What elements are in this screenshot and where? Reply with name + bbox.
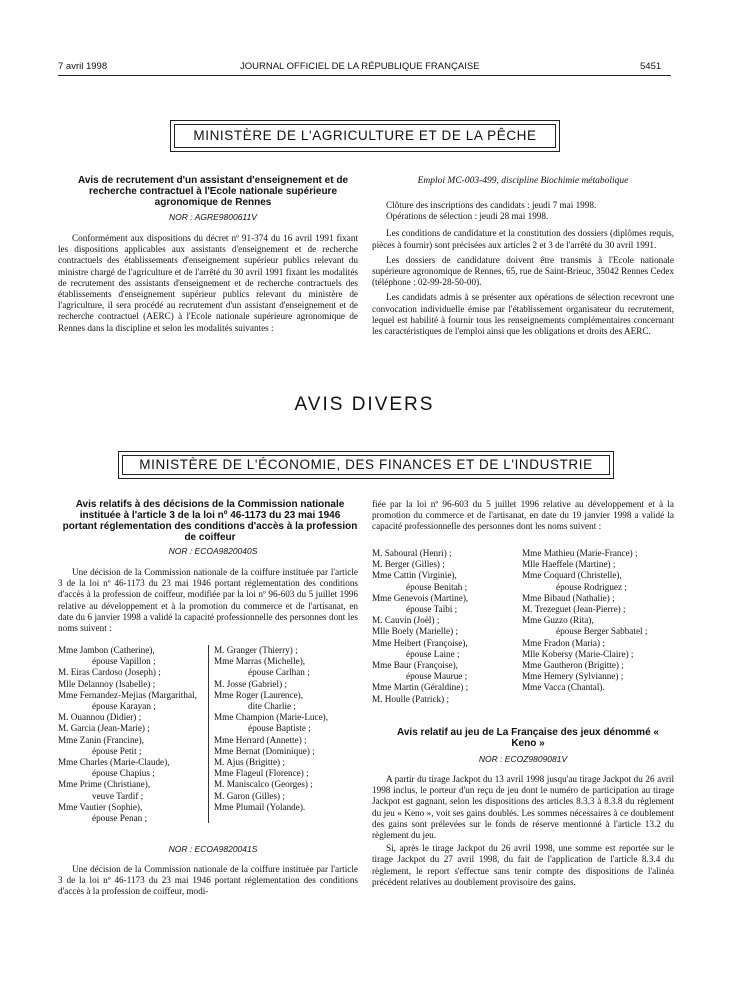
- name-entry: M. Ouannou (Didier) ;: [58, 712, 142, 723]
- notice-coiffure-text-1: Une décision de la Commission nationale de la coiffure instituée par l'article 3 de la loi nº 46-1173 du 23 mai 1946 portant réglementation des conditions d'accès à la profession de coiffeur, modifiée par la loi nº 96-603 du 5 juillet 1996 relative au développement et à la promotion du commerce et de l'artisanat, en date du 6 janvier 1998 a validé la capacité professionnelle des personnes dont les noms suivent :: [58, 567, 358, 634]
- name-entry: Mme Cattin (Virginie), épouse Benitah ;: [372, 570, 468, 592]
- name-entry: M. Saboural (Henri) ;: [372, 548, 452, 558]
- name-entry: Mme Fradon (Maria) ;: [522, 637, 605, 648]
- name-entry: Mme Fernandez-Mejias (Margarithal, épouse Karayan ;: [58, 689, 197, 712]
- name-entry: Mme Vautier (Sophie), épouse Penan ;: [58, 801, 148, 824]
- name-entry: Mme Bernat (Dominique) ;: [214, 745, 315, 756]
- ministry-economie-title: MINISTÈRE DE L'ÉCONOMIE, DES FINANCES ET DE L'INDUSTRIE: [139, 457, 593, 472]
- name-entry: Mme Baur (Françoise), épouse Maurue ;: [372, 660, 468, 682]
- header-rule: [58, 75, 671, 76]
- list-divider: [208, 645, 209, 823]
- name-entry: Mme Heibert (Françoise), épouse Laine ;: [372, 637, 468, 659]
- notice-aerc-nor: NOR : AGRE9800611V: [169, 212, 257, 222]
- section-avis-divers: AVIS DIVERS: [294, 394, 435, 415]
- names-list-2b: [522, 548, 674, 694]
- name-entry: Mme Charles (Marie-Claude), épouse Chapius ;: [58, 757, 170, 779]
- notice-aerc-dossiers: Les dossiers de candidature doivent être transmis à l'Ecole nationale supérieure agronomique de Rennes, 65, rue de Saint-Brieuc, 35042 Rennes Cedex (téléphone : 02-99-28-50-00).: [372, 254, 674, 288]
- name-entry: Mme Mathieu (Marie-France) ;: [522, 548, 638, 558]
- notice-keno-text-1: A partir du tirage Jackpot du 13 avril 1998 jusqu'au tirage Jackpot du 26 avril 1998 inclus, le porteur d'un reçu de jeu dont le numéro de participation au tirage Jackpot est gagnant, selon les dispositions des articles 8.3.3 à 8.3.8 du règlement du jeu « Keno », voit ses gains doublés. Les sommes nécessaires à ce doublement des gains sont prélevées sur le fonds de réserve mentionné à l'article 13.2 du règlement du jeu.: [372, 774, 674, 841]
- name-entry: M. Josse (Gabriel) ;: [214, 678, 287, 689]
- header-page: 5451: [640, 61, 662, 72]
- ministry-agriculture-box: [170, 120, 560, 152]
- names-list-1a: [58, 645, 208, 824]
- notice-coiffure-nor-1: NOR : ECOA9820040S: [168, 546, 258, 556]
- name-entry: Mme Champion (Marie-Luce), épouse Baptiste ;: [214, 712, 329, 734]
- notice-coiffure-nor-2: NOR : ECOA9820041S: [168, 844, 258, 854]
- notice-aerc-cloture: Clôture des inscriptions des candidats : jeudi 7 mai 1998.: [386, 200, 597, 210]
- name-entry: M. Trezeguet (Jean-Pierre) ;: [522, 604, 626, 615]
- name-entry: M. Berger (Gilles) ;: [372, 559, 445, 570]
- name-entry: Mlle Kobersy (Marie-Claire) ;: [522, 648, 634, 659]
- name-entry: M. Cauvin (Joël) ;: [372, 615, 440, 626]
- notice-aerc-title: Avis de recrutement d'un assistant d'enseignement et de recherche contractuel à l'Ecole nationale supérieure agronomique de Rennes: [77, 175, 348, 208]
- name-entry: M. Garon (Gilles) ;: [214, 790, 285, 801]
- name-entry: Mme Plumail (Yolande).: [214, 801, 306, 812]
- notice-aerc-conditions: Les conditions de candidature et la constitution des dossiers (diplômes requis, pièces à fournir) sont précisées aux articles 2 et 3 de l'arrêté du 30 avril 1991.: [372, 228, 674, 250]
- name-entry: Mme Zanin (Francine), épouse Petit ;: [58, 734, 144, 756]
- notice-aerc-details: [372, 200, 674, 337]
- notice-keno-body: [372, 774, 674, 888]
- header-journal: JOURNAL OFFICIEL DE LA RÉPUBLIQUE FRANÇAISE: [240, 61, 480, 72]
- name-entry: M. Ajus (Brigitte) ;: [214, 757, 285, 768]
- name-entry: M. Maniscalco (Georges) ;: [214, 779, 313, 790]
- name-entry: Mme Jambon (Catherine), épouse Vapillon ;: [58, 645, 156, 667]
- name-entry: Mme Flageul (Florence) ;: [214, 768, 309, 779]
- name-entry: Mme Gautheron (Brigitte) ;: [522, 660, 624, 671]
- name-entry: M. Garcia (Jean-Marie) ;: [58, 723, 150, 734]
- notice-keno-text-2: Si, après le tirage Jackpot du 26 avril 1998, une somme est reportée sur le tirage Jackpot du 27 avril 1998, du fait de l'application de l'article 8.3.4 du règlement, le report s'effectue sans tenir compte des dispositions de l'alinéa précédent relatives au doublement provisoire des gains.: [372, 843, 674, 887]
- ministry-economie-box: [118, 451, 614, 479]
- ministry-agriculture-title: MINISTÈRE DE L'AGRICULTURE ET DE LA PÊCHE: [193, 128, 537, 143]
- name-entry: Mme Roger (Laurence), dite Charlie ;: [214, 689, 304, 712]
- name-entry: M. Granger (Thierry) ;: [214, 645, 298, 655]
- notice-coiffure-text-2-cont: fiée par la loi nº 96-603 du 5 juillet 1996 relative au développement et à la promotion du commerce et de l'artisanat, en date du 19 janvier 1998 a validé la capacité professionnelle des personnes dont les noms suivent :: [372, 499, 674, 532]
- name-entry: Mme Coquard (Christelle), épouse Rodriguez ;: [522, 570, 627, 592]
- name-entry: Mme Prime (Christiane), veuve Tardif ;: [58, 779, 151, 801]
- name-entry: Mlle Haeffele (Martine) ;: [522, 559, 616, 570]
- header-date: 7 avril 1998: [58, 61, 108, 72]
- notice-keno-nor: NOR : ECOZ9809081V: [478, 754, 568, 764]
- name-entry: Mme Guzzo (Rita), épouse Berger Sabbatel ;: [522, 615, 648, 637]
- name-entry: M. Houlle (Patrick) ;: [372, 693, 450, 704]
- notice-aerc-emploi: Emploi MC-003-499, discipline Biochimie métabolique: [417, 176, 629, 186]
- name-entry: Mme Hemery (Sylvianne) ;: [522, 671, 624, 682]
- notice-coiffure-text-2: Une décision de la Commission nationale de la coiffure instituée par l'article 3 de la loi nº 46-1173 du 23 mai 1946 portant réglementation des conditions d'accès à la profession de coiffeur, modi-: [58, 864, 358, 897]
- name-entry: Mlle Boely (Marielle) ;: [372, 626, 458, 637]
- name-entry: Mme Herrard (Annette) ;: [214, 734, 307, 745]
- name-entry: Mme Martin (Géraldine) ;: [372, 682, 469, 693]
- name-entry: Mlle Delannoy (Isabelle) ;: [58, 678, 156, 689]
- name-entry: Mme Genevois (Martine), épouse Taïbi ;: [372, 592, 469, 615]
- notice-aerc-admis: Les candidats admis à se présenter aux opérations de sélection recevront une convocation individuelle émise par l'établissement organisateur du recrutement, lequel est habilité à fournir tous les renseignements complémentaires concernant les caractéristiques de l'emploi ainsi que les obligations et droits des AERC.: [372, 292, 674, 337]
- name-entry: Mme Vacca (Chantal).: [522, 682, 605, 693]
- name-entry: M. Eiras Cardoso (Joseph) ;: [58, 667, 161, 678]
- name-entry: Mme Bibaud (Nathalie) ;: [522, 592, 615, 603]
- notice-aerc-text: Conformément aux dispositions du décret nº 91-374 du 16 avril 1991 fixant les dispositions applicables aux assistants d'enseignement et de recherche contractuels des établissements d'enseignement supérieur publics relevant du ministre chargé de l'agriculture et de l'arrêté du 30 avril 1991 fixant les modalités de recrutement des assistants d'enseignement et de recherche contractuels des établissements d'enseignement supérieur publics relevant du ministère de l'agriculture, il sera procédé au recrutement d'un assistant d'enseignement et de recherche contractuel (AERC) à l'Ecole nationale supérieure agronomique de Rennes dans la discipline et selon les modalités suivantes :: [58, 233, 358, 333]
- name-entry: Mme Marras (Michelle), épouse Carlhan ;: [214, 656, 310, 678]
- names-list-2a: [372, 548, 520, 705]
- notice-keno-title: Avis relatif au jeu de La Française des jeux dénommé « Keno »: [397, 727, 659, 749]
- names-list-1b: [214, 645, 358, 813]
- notice-aerc-selection: Opérations de sélection : jeudi 28 mai 1998.: [386, 211, 549, 222]
- notice-coiffure-title: Avis relatifs à des décisions de la Commission nationale instituée à l'article 3 de la loi nº 46-1173 du 23 mai 1946 portant réglementation des conditions d'accès à la profession de coiffeur: [62, 499, 358, 543]
